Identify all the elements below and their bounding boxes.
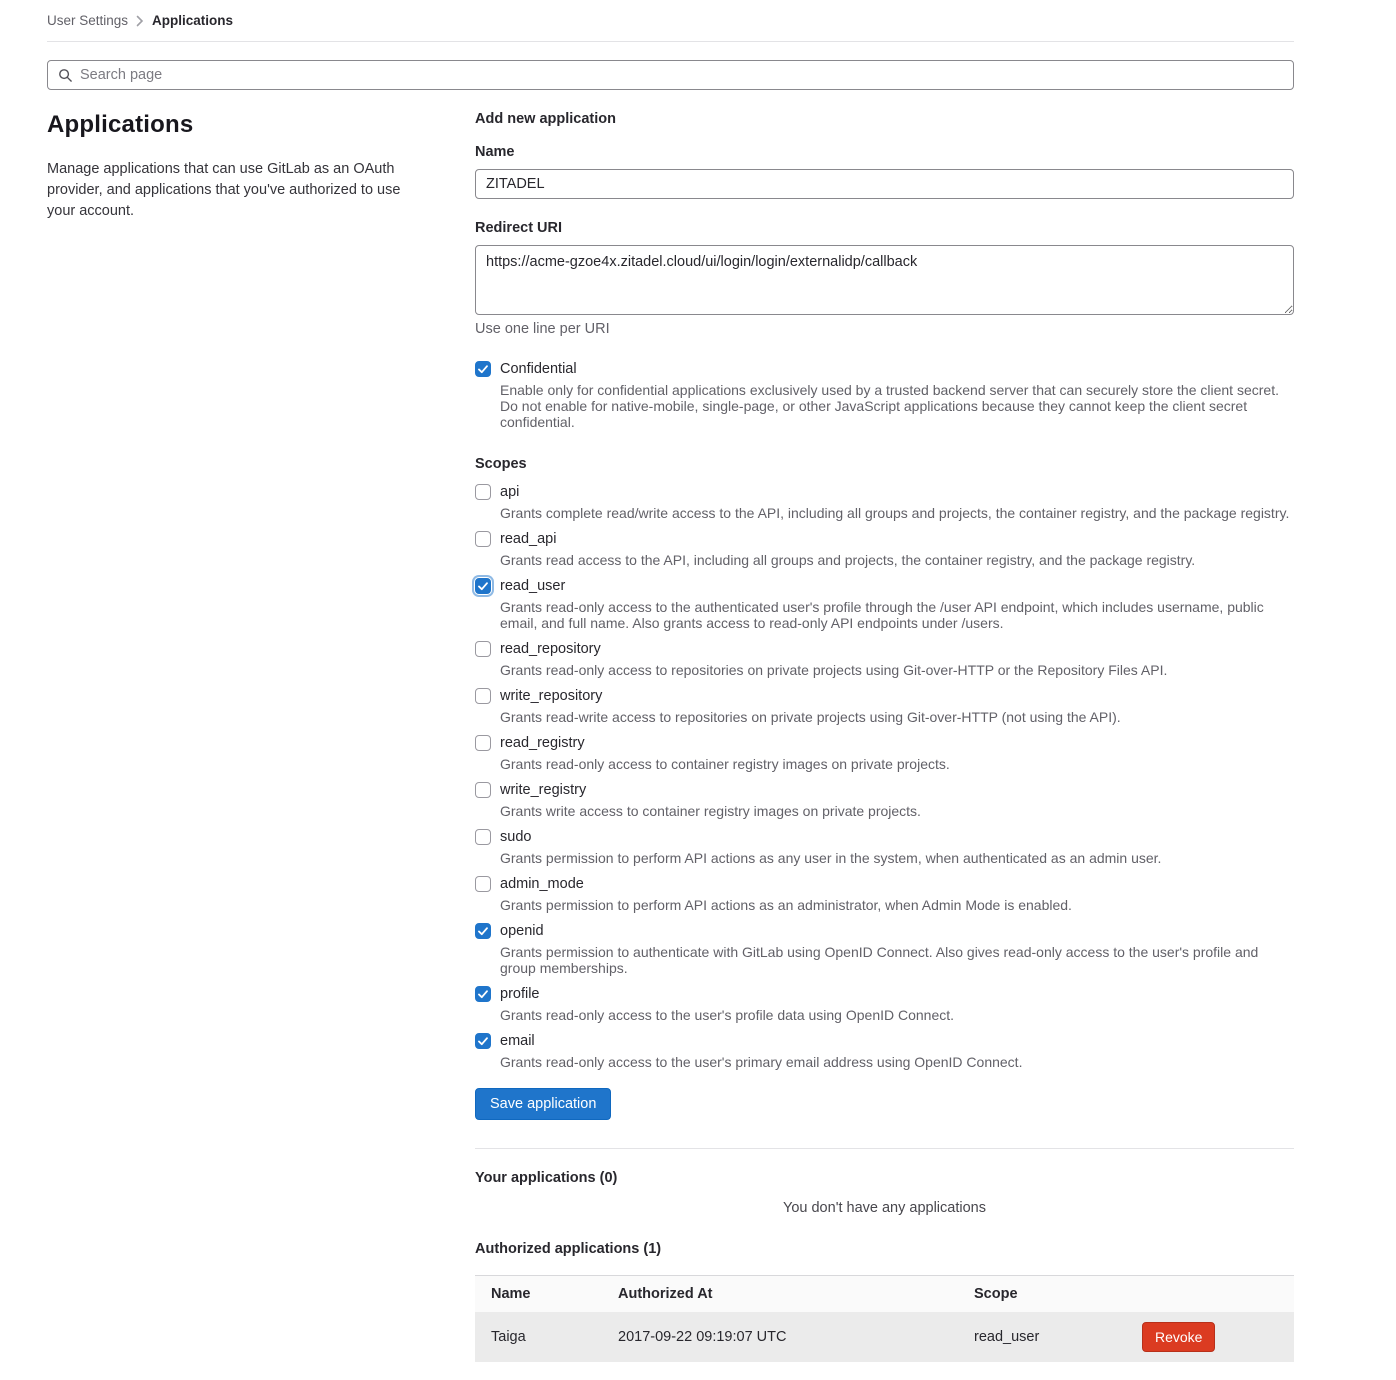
scope-checkbox[interactable] [475,1033,491,1049]
page-title: Applications [47,111,194,138]
scope-label[interactable]: read_registry [500,735,585,751]
redirect-uri-label: Redirect URI [475,220,563,236]
scopes-label: Scopes [475,456,527,472]
breadcrumb-user-settings[interactable]: User Settings [47,13,129,28]
breadcrumb [0,0,1396,41]
revoke-button[interactable]: Revoke [1142,1322,1215,1352]
scope-row [475,874,1294,913]
scope-row [475,733,1294,772]
scope-checkbox[interactable] [475,641,491,657]
search-input[interactable] [80,67,1283,83]
save-application-button[interactable]: Save application [475,1088,611,1120]
scope-checkbox[interactable] [475,986,491,1002]
scope-description: Grants read-write access to repositories on private projects using Git-over-HTTP (not using the API). [500,709,1121,725]
scope-checkbox[interactable] [475,531,491,547]
scope-label[interactable]: email [500,1033,535,1049]
scope-checkbox[interactable] [475,782,491,798]
column-header-authorized-at: Authorized At [602,1276,958,1313]
scope-row [475,482,1294,521]
check-icon [478,582,488,591]
scope-description: Grants permission to perform API actions as an administrator, when Admin Mode is enabled. [500,897,1072,913]
scope-row [475,827,1294,866]
breadcrumb-applications[interactable]: Applications [152,13,234,28]
scope-description: Grants read-only access to the authenticated user's profile through the /user API endpoint, which includes username, public email, and full name. Also grants access to read-only API endpoints under /users. [500,599,1264,631]
scope-checkbox[interactable] [475,688,491,704]
header-divider [47,41,1294,42]
scope-row [475,576,1294,631]
confidential-row [475,359,1294,430]
section-divider [475,1148,1294,1149]
confidential-label[interactable]: Confidential [500,361,577,377]
scope-description: Grants read access to the API, including all groups and projects, the container registry, and the package registry. [500,552,1196,568]
scope-description: Grants write access to container registry images on private projects. [500,803,921,819]
column-header-scope: Scope [958,1276,1126,1313]
scope-description: Grants read-only access to the user's profile data using OpenID Connect. [500,1007,955,1023]
scope-label[interactable]: admin_mode [500,876,584,892]
scope-label[interactable]: read_user [500,578,566,594]
name-label: Name [475,144,515,160]
scope-checkbox[interactable] [475,829,491,845]
column-header-name: Name [475,1276,602,1313]
table-header-row [475,1276,1294,1313]
check-icon [478,927,488,936]
scope-description: Grants permission to authenticate with GitLab using OpenID Connect. Also gives read-only access to the user's profile and group memberships. [500,944,1259,976]
authorized-applications-table [475,1275,1294,1362]
app-name-cell: Taiga [475,1312,602,1362]
search-box [47,60,1294,90]
column-header-actions [1126,1276,1294,1313]
scope-description: Grants read-only access to container registry images on private projects. [500,756,950,772]
your-applications-title: Your applications (0) [475,1170,618,1186]
add-new-application-title: Add new application [475,111,616,127]
scope-label[interactable]: read_api [500,531,557,547]
table-row [475,1312,1294,1362]
scope-row [475,639,1294,678]
confidential-checkbox[interactable] [475,361,491,377]
check-icon [478,365,488,374]
scope-label[interactable]: sudo [500,829,532,845]
check-icon [478,990,488,999]
scope-label[interactable]: openid [500,923,544,939]
scope-checkbox[interactable] [475,578,491,594]
scope-label[interactable]: write_repository [500,688,603,704]
scope-label[interactable]: api [500,484,520,500]
scope-checkbox[interactable] [475,923,491,939]
scope-checkbox[interactable] [475,484,491,500]
authorized-at-cell: 2017-09-22 09:19:07 UTC [602,1312,958,1362]
chevron-right-icon [136,15,144,27]
scope-row [475,921,1294,976]
scope-row [475,529,1294,568]
search-icon [58,68,73,83]
scope-label[interactable]: read_repository [500,641,601,657]
check-icon [478,1037,488,1046]
authorized-applications-title: Authorized applications (1) [475,1241,662,1257]
scope-checkbox[interactable] [475,876,491,892]
confidential-description: Enable only for confidential applications exclusively used by a trusted backend server that can securely store the client secret. Do not enable for native-mobile, single-page, or other JavaScript applications because they cannot keep the client secret confidential. [500,382,1279,430]
scope-row [475,686,1294,725]
redirect-uri-textarea[interactable] [475,245,1294,315]
redirect-uri-hint: Use one line per URI [475,321,610,337]
application-name-input[interactable] [475,169,1294,199]
scope-row [475,1031,1294,1070]
scope-row [475,780,1294,819]
scope-description: Grants permission to perform API actions as any user in the system, when authenticated as an admin user. [500,850,1162,866]
scope-description: Grants complete read/write access to the API, including all groups and projects, the container registry, and the package registry. [500,505,1290,521]
scope-checkbox[interactable] [475,735,491,751]
scope-description: Grants read-only access to repositories on private projects using Git-over-HTTP or the Repository Files API. [500,662,1168,678]
scope-label[interactable]: profile [500,986,540,1002]
page-description: Manage applications that can use GitLab as an OAuth provider, and applications that you've authorized to use your account. [47,161,401,219]
scope-label[interactable]: write_registry [500,782,587,798]
scope-list [475,482,1294,1070]
scope-description: Grants read-only access to the user's primary email address using OpenID Connect. [500,1054,1023,1070]
no-applications-message: You don't have any applications [783,1200,986,1216]
scope-cell: read_user [958,1312,1126,1362]
scope-row [475,984,1294,1023]
